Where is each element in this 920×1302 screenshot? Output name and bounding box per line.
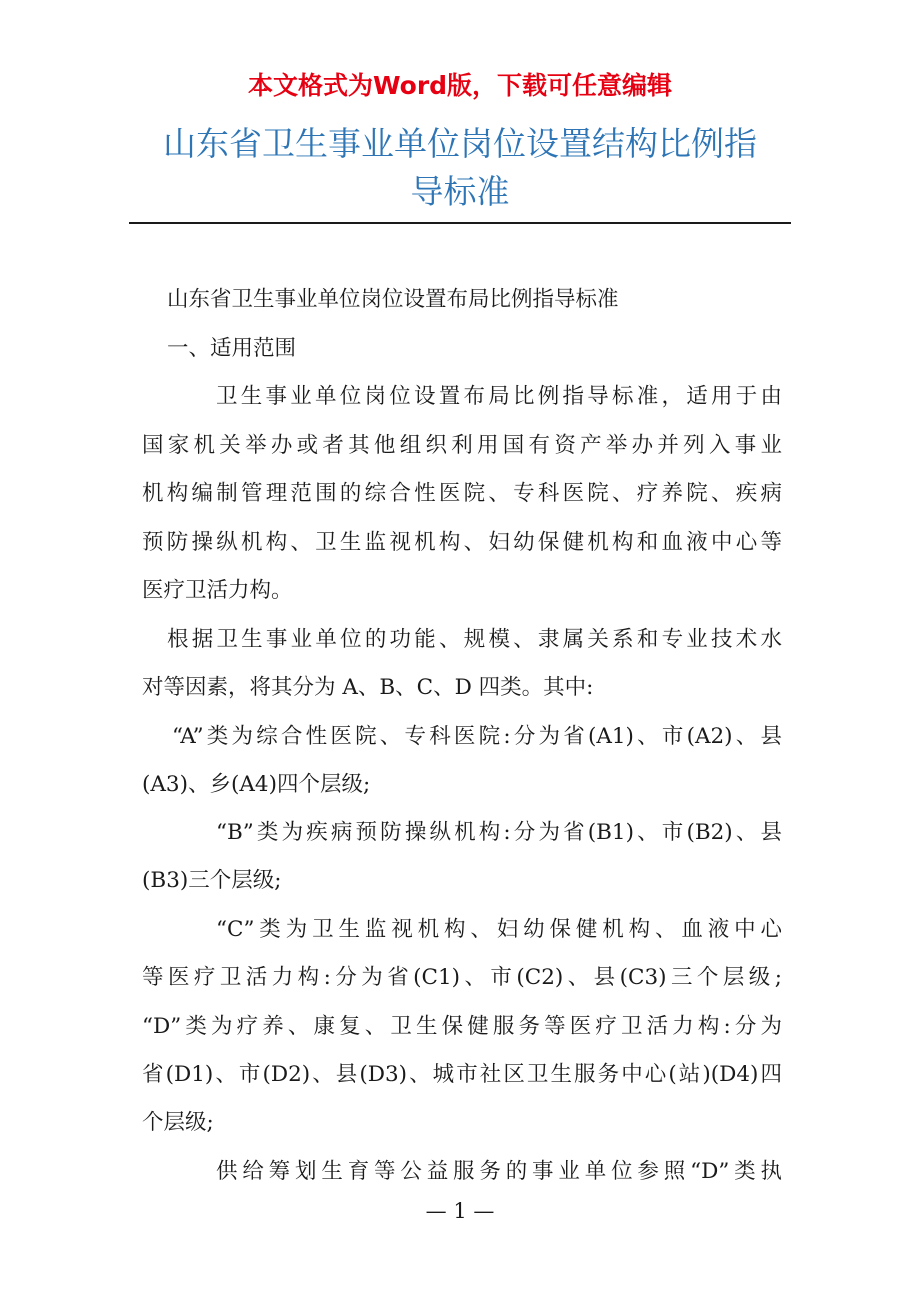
document-subtitle: 山东省卫生事业单位岗位设置布局比例指导标准 — [167, 287, 619, 312]
paragraph-line: 对等因素，将其分为 A、B、C、D 四类。其中: — [142, 675, 594, 700]
paragraph-line: “C”类为卫生监视机构、妇幼保健机构、血液中心 — [216, 917, 782, 942]
section-heading: 一、适用范围 — [167, 336, 297, 361]
paragraph-line: “D”类为疗养、康复、卫生保健服务等医疗卫活力构:分为 — [142, 1014, 782, 1039]
document-title-line-2: 导标准 — [410, 172, 510, 211]
format-notice: 本文格式为Word版，下载可任意编辑 — [247, 71, 673, 100]
document-title-line-1: 山东省卫生事业单位岗位设置结构比例指 — [163, 124, 757, 163]
paragraph-line: 等医疗卫活力构:分为省(C1)、市(C2)、县(C3)三个层级; — [142, 965, 782, 990]
paragraph-line: 卫生事业单位岗位设置布局比例指导标准，适用于由 — [216, 384, 782, 409]
paragraph-line: 根据卫生事业单位的功能、规模、隶属关系和专业技术水 — [167, 627, 782, 652]
paragraph-line: 医疗卫活力构。 — [142, 578, 293, 603]
paragraph-line: 预防操纵机构、卫生监视机构、妇幼保健机构和血液中心等 — [142, 530, 782, 555]
paragraph-line: 供给筹划生育等公益服务的事业单位参照“D”类执 — [216, 1159, 782, 1184]
paragraph-line: (A3)、乡(A4)四个层级; — [142, 772, 371, 797]
paragraph-line: “A”类为综合性医院、专科医院:分为省(A1)、市(A2)、县 — [172, 724, 782, 749]
paragraph-line: 省(D1)、市(D2)、县(D3)、城市社区卫生服务中心(站)(D4)四 — [142, 1062, 782, 1087]
page-number: — 1 — — [425, 1199, 495, 1223]
paragraph-line: 个层级; — [142, 1110, 214, 1135]
paragraph-line: (B3)三个层级; — [142, 868, 282, 893]
paragraph-line: 国家机关举办或者其他组织利用国有资产举办并列入事业 — [142, 433, 782, 458]
paragraph-line: “B”类为疾病预防操纵机构:分为省(B1)、市(B2)、县 — [216, 820, 782, 845]
document-title — [130, 120, 790, 216]
paragraph-line: 机构编制管理范围的综合性医院、专科医院、疗养院、疾病 — [142, 481, 782, 506]
title-divider — [129, 222, 791, 224]
